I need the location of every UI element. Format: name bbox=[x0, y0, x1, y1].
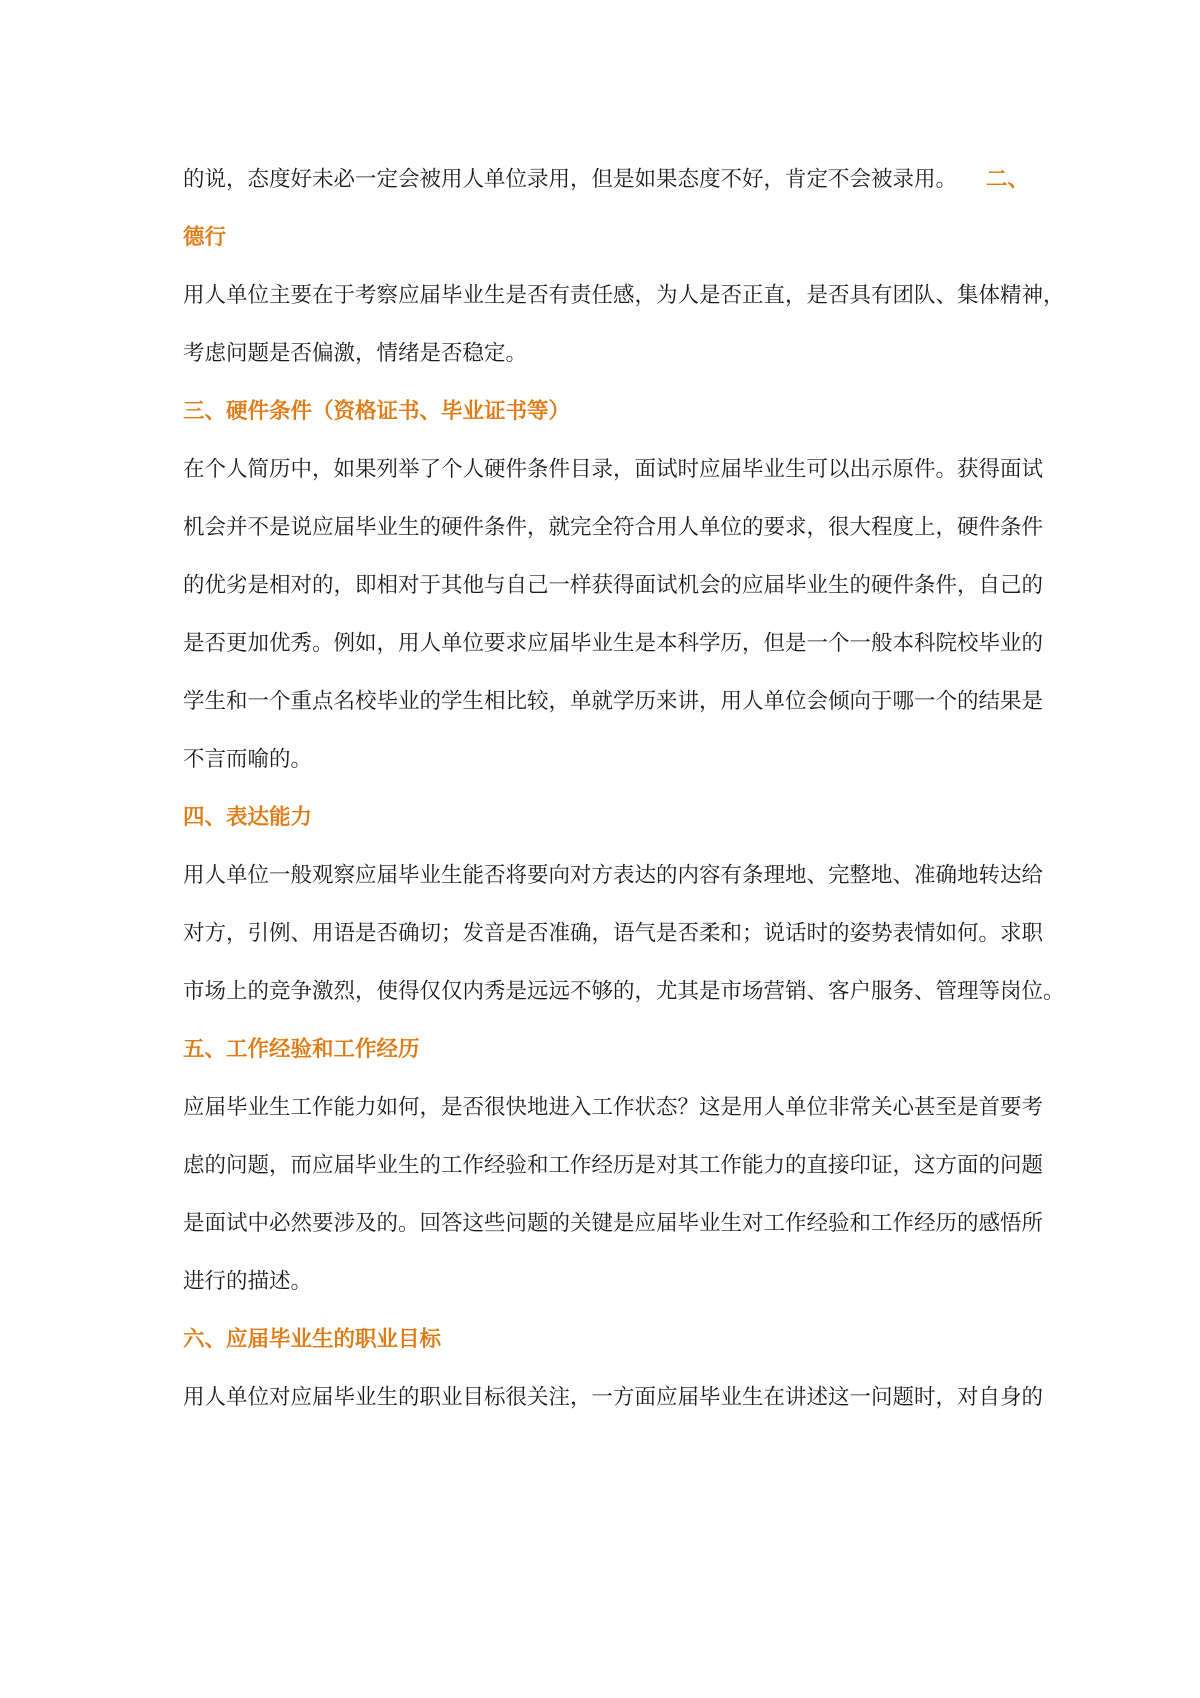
paragraph-line: 考虑问题是否偏激，情绪是否稳定。 bbox=[183, 341, 528, 366]
paragraph-line: 不言而喻的。 bbox=[183, 747, 313, 772]
paragraph-line: 用人单位对应届毕业生的职业目标很关注，一方面应届毕业生在讲述这一问题时，对自身的 bbox=[183, 1385, 1044, 1410]
body-text: 的说，态度好未必一定会被用人单位录用，但是如果态度不好，肯定不会被录用。 bbox=[183, 167, 958, 192]
section-number: 二、 bbox=[985, 167, 1029, 192]
paragraph-line: 对方，引例、用语是否确切；发音是否准确，语气是否柔和；说话时的姿势表情如何。求职 bbox=[183, 921, 1044, 946]
paragraph-line bbox=[183, 164, 1029, 196]
section-heading: 六、应届毕业生的职业目标 bbox=[183, 1327, 442, 1352]
paragraph-line: 是否更加优秀。例如，用人单位要求应届毕业生是本科学历，但是一个一般本科院校毕业的 bbox=[183, 631, 1044, 656]
paragraph-line: 虑的问题，而应届毕业生的工作经验和工作经历是对其工作能力的直接印证，这方面的问题 bbox=[183, 1153, 1044, 1178]
paragraph-line: 市场上的竞争激烈，使得仅仅内秀是远远不够的，尤其是市场营销、客户服务、管理等岗位。 bbox=[183, 979, 1065, 1004]
paragraph-line: 机会并不是说应届毕业生的硬件条件，就完全符合用人单位的要求，很大程度上，硬件条件 bbox=[183, 515, 1044, 540]
section-heading: 四、表达能力 bbox=[183, 805, 313, 830]
section-heading: 三、硬件条件（资格证书、毕业证书等） bbox=[183, 399, 571, 424]
section-heading: 德行 bbox=[183, 225, 227, 250]
paragraph-line: 应届毕业生工作能力如何，是否很快地进入工作状态？这是用人单位非常关心甚至是首要考 bbox=[183, 1095, 1044, 1120]
paragraph-line: 用人单位一般观察应届毕业生能否将要向对方表达的内容有条理地、完整地、准确地转达给 bbox=[183, 863, 1044, 888]
paragraph-line: 在个人简历中，如果列举了个人硬件条件目录，面试时应届毕业生可以出示原件。获得面试 bbox=[183, 457, 1044, 482]
section-heading: 五、工作经验和工作经历 bbox=[183, 1037, 420, 1062]
paragraph-line: 学生和一个重点名校毕业的学生相比较，单就学历来讲，用人单位会倾向于哪一个的结果是 bbox=[183, 689, 1044, 714]
paragraph-line: 是面试中必然要涉及的。回答这些问题的关键是应届毕业生对工作经验和工作经历的感悟所 bbox=[183, 1211, 1044, 1236]
paragraph-line: 的优劣是相对的，即相对于其他与自己一样获得面试机会的应届毕业生的硬件条件，自己的 bbox=[183, 573, 1044, 598]
paragraph-line: 用人单位主要在于考察应届毕业生是否有责任感，为人是否正直，是否具有团队、集体精神， bbox=[183, 283, 1065, 308]
paragraph-line: 进行的描述。 bbox=[183, 1269, 313, 1294]
